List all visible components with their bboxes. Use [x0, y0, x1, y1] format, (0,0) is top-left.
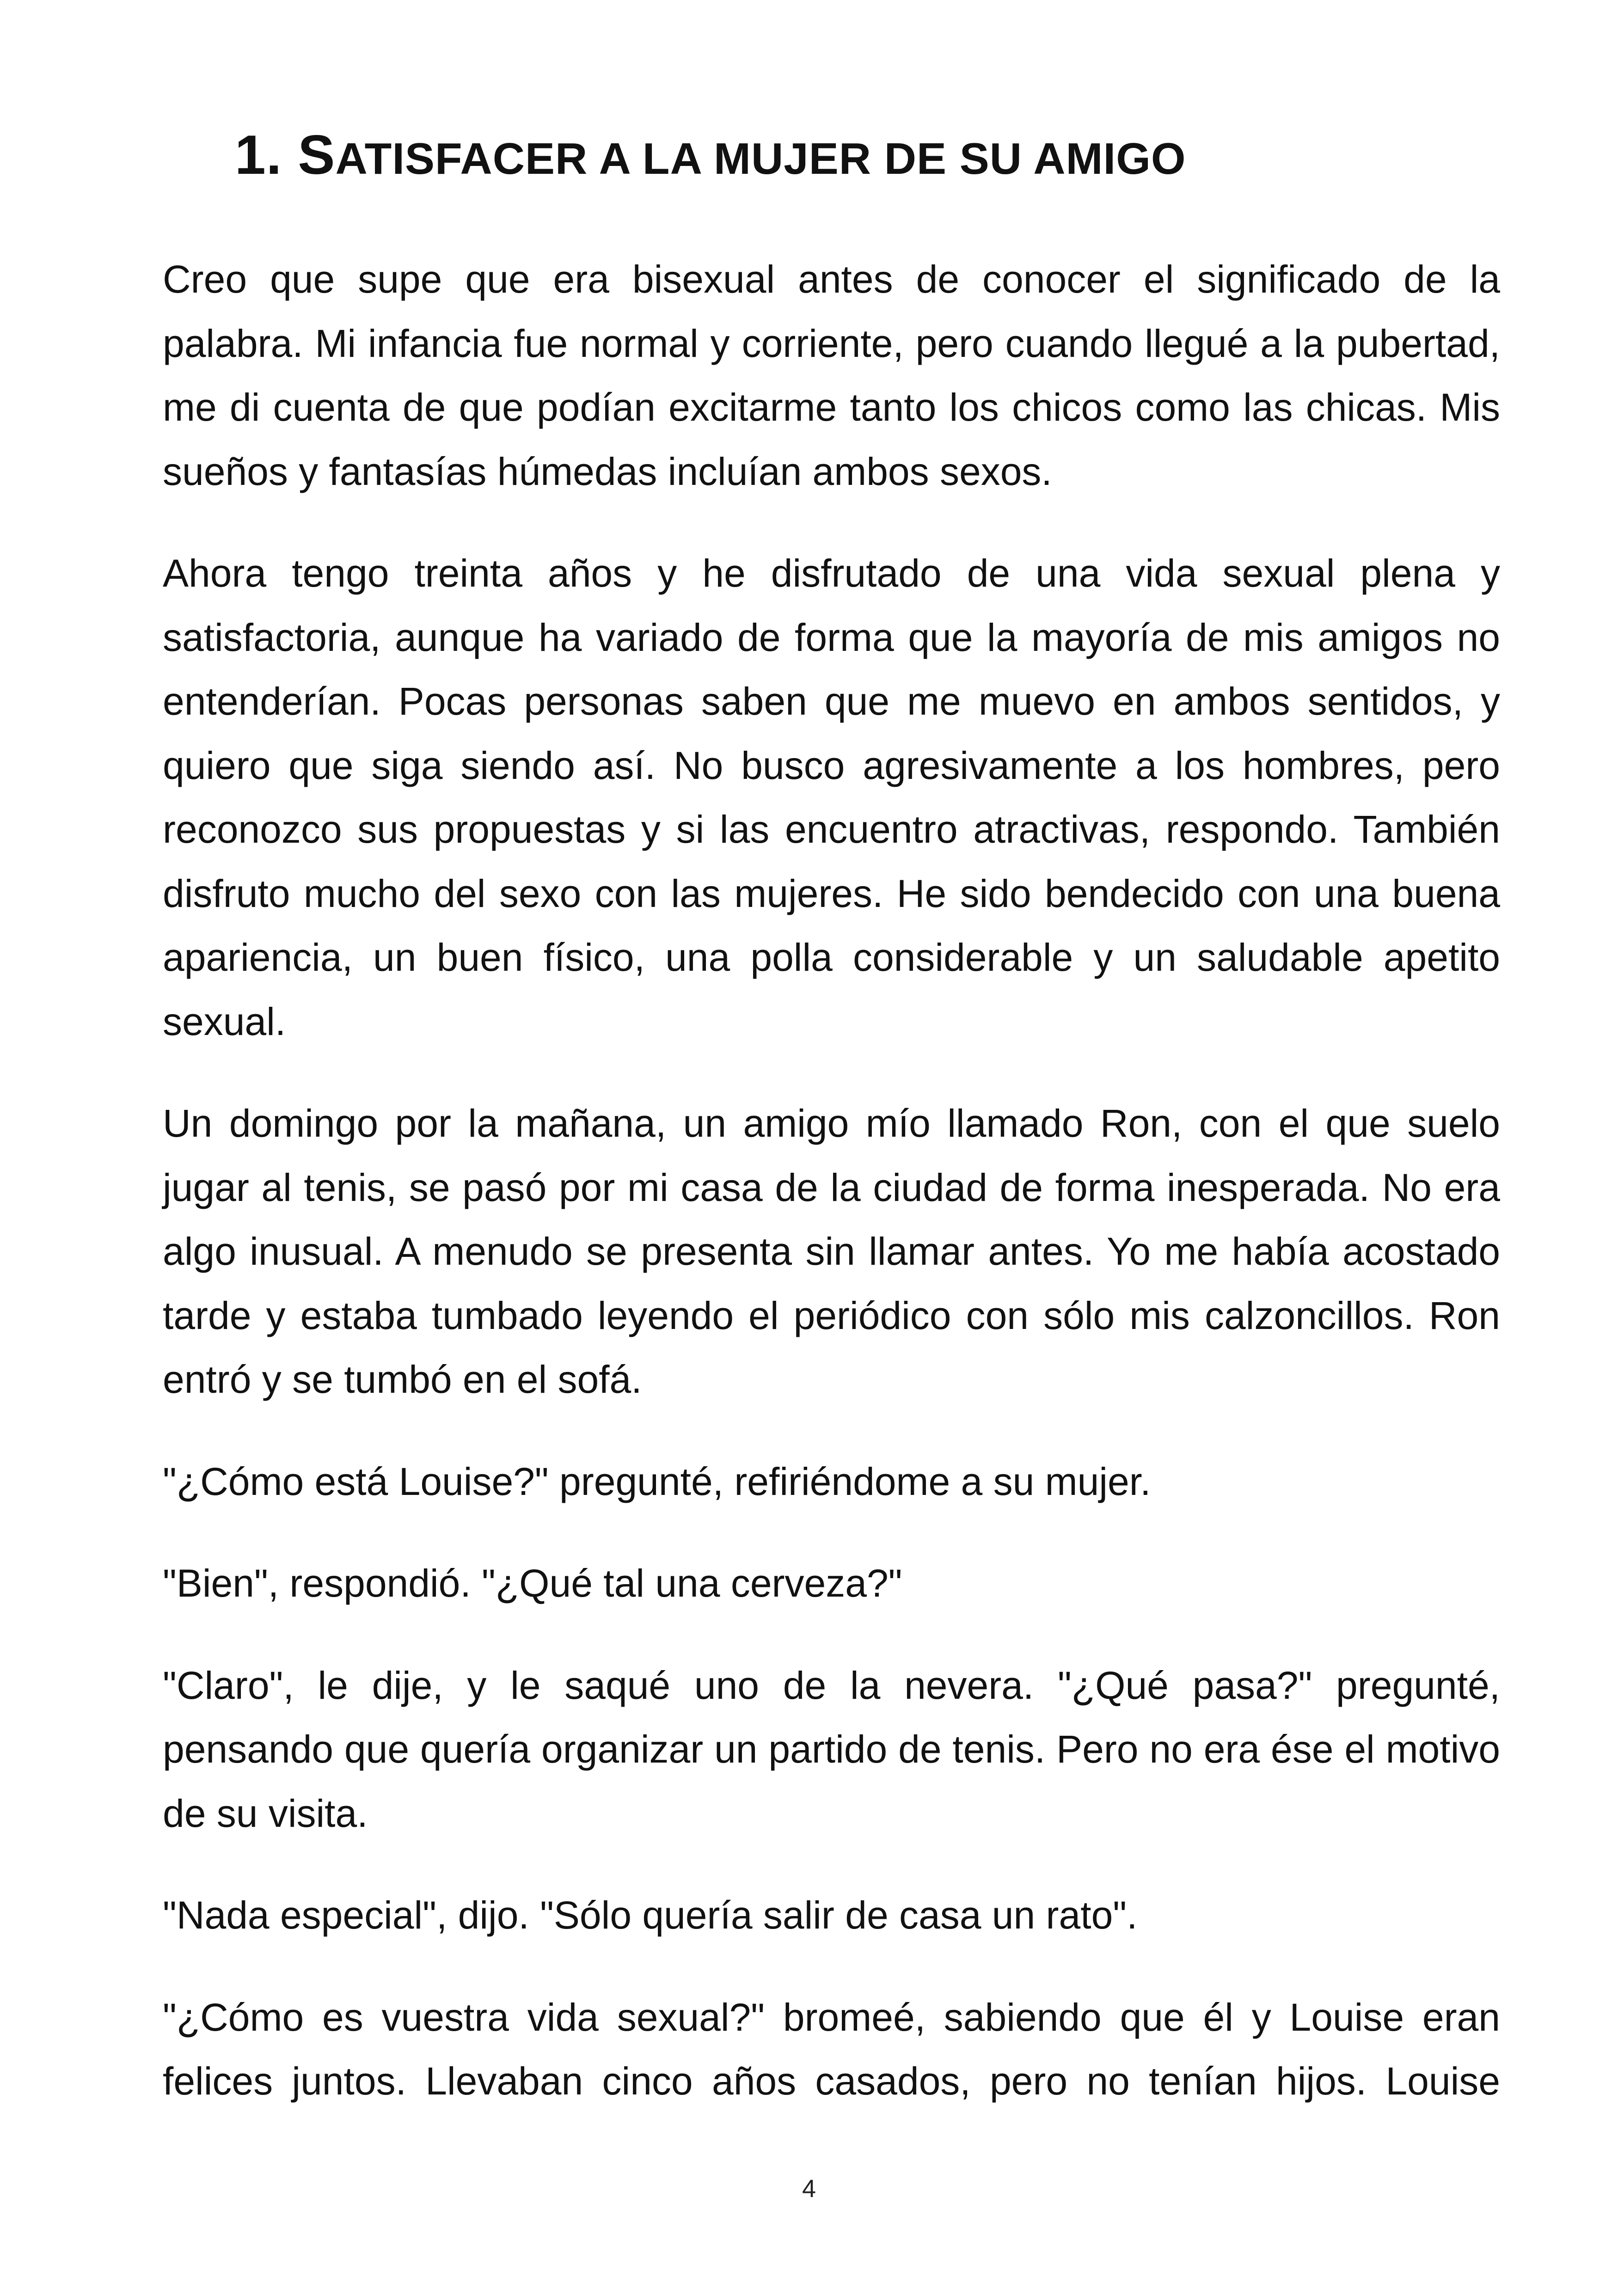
paragraph: "Bien", respondió. "¿Qué tal una cerveza?"	[163, 1561, 902, 1605]
paragraph: "¿Cómo es vuestra vida sexual?" bromeé, sabiendo que él y Louise eran felices juntos. Llevaban cinco años casados, pero no tenían hijos. Louise	[163, 1995, 1500, 2103]
paragraph: Creo que supe que era bisexual antes de conocer el significado de la palabra. Mi infancia fue normal y corriente, pero cuando llegué a la pubertad, me di cuenta de que podían excitarme tanto los chicos como las chicas. Mis sueños y fantasías húmedas incluían ambos sexos.	[163, 257, 1500, 493]
page-number: 4	[802, 2175, 816, 2203]
chapter-title-rest: ATISFACER A LA MUJER DE SU AMIGO	[335, 134, 1186, 184]
chapter-title-initial: S	[298, 124, 336, 186]
paragraph: Un domingo por la mañana, un amigo mío llamado Ron, con el que suelo jugar al tenis, se pasó por mi casa de la ciudad de forma inesperada. No era algo inusual. A menudo se presenta sin llamar antes. Yo me había acostado tarde y estaba tumbado leyendo el periódico con sólo mis calzoncillos. Ron entró y se tumbó en el sofá.	[163, 1102, 1500, 1401]
paragraph: "¿Cómo está Louise?" pregunté, refiriéndome a su mujer.	[163, 1459, 1151, 1503]
paragraph: Ahora tengo treinta años y he disfrutado de una vida sexual plena y satisfactoria, aunque ha variado de forma que la mayoría de mis amigos no entenderían. Pocas personas saben que me muevo en ambos sentidos, y quiero que siga siendo así. No busco agresivamente a los hombres, pero reconozco sus propuestas y si las encuentro atractivas, respondo. También disfruto mucho del sexo con las mujeres. He sido bendecido con una buena apariencia, un buen físico, una polla considerable y un saludable apetito sexual.	[163, 551, 1500, 1043]
chapter-title	[235, 118, 1186, 196]
paragraph: "Nada especial", dijo. "Sólo quería salir de casa un rato".	[163, 1893, 1138, 1937]
body-text	[163, 247, 1500, 2113]
paragraph: "Claro", le dije, y le saqué uno de la nevera. "¿Qué pasa?" pregunté, pensando que quería organizar un partido de tenis. Pero no era ése el motivo de su visita.	[163, 1663, 1500, 1835]
chapter-number: 1.	[235, 124, 282, 186]
